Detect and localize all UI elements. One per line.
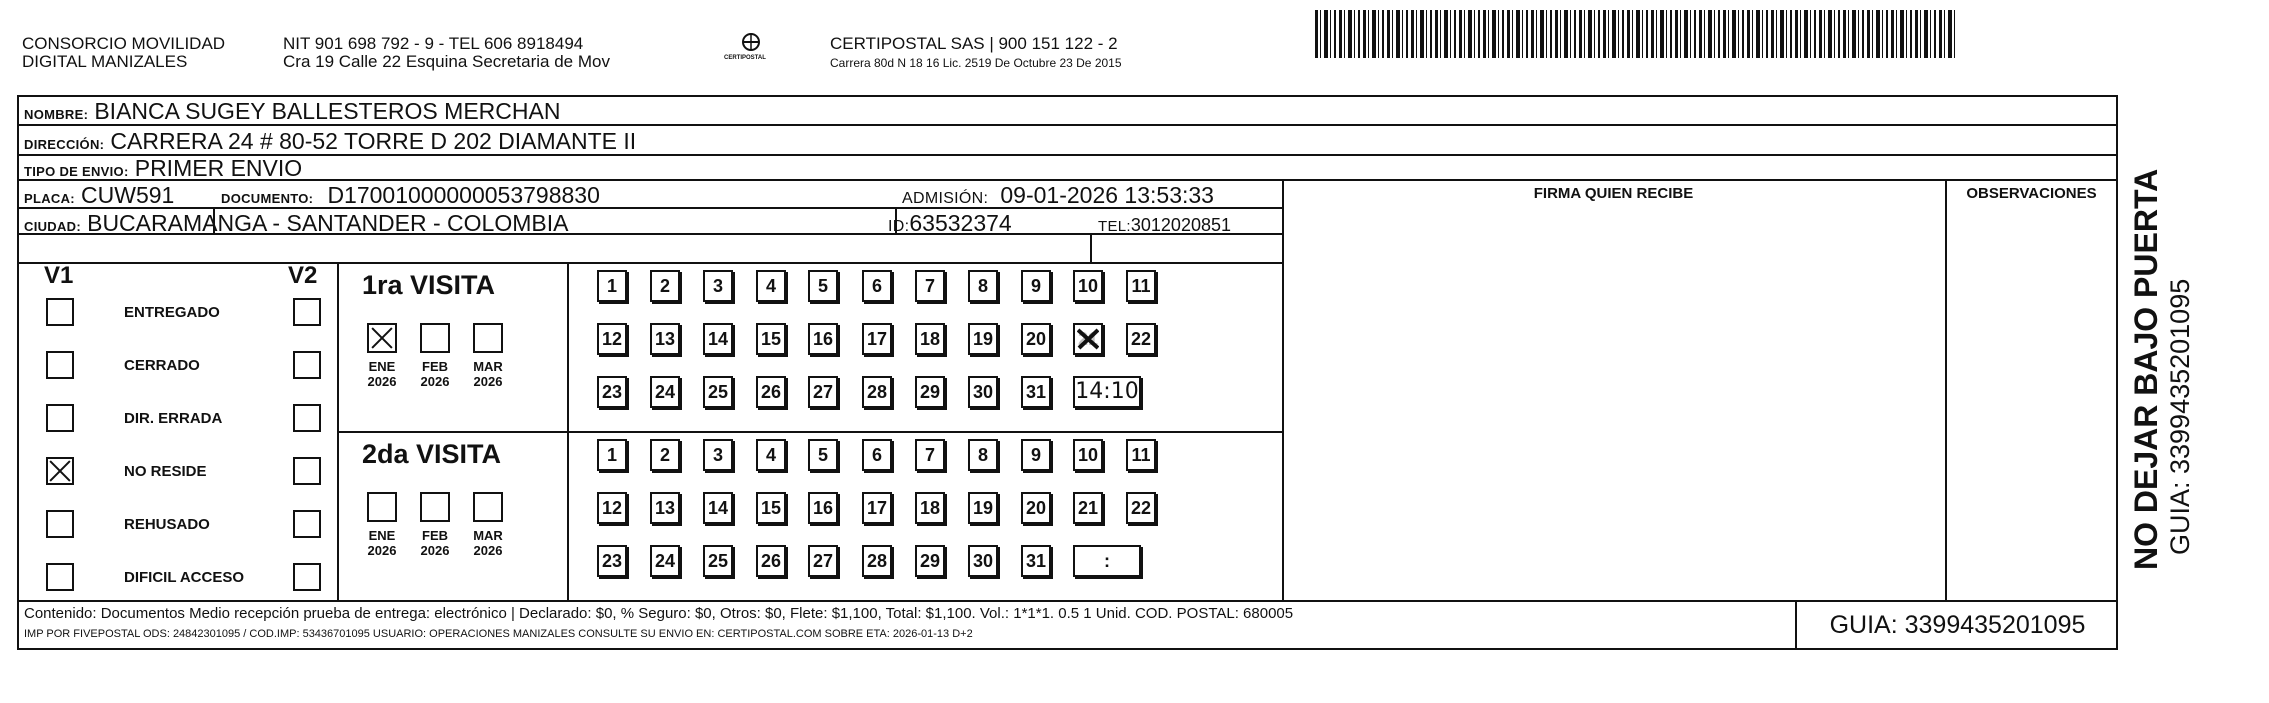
day-25-box[interactable]: 25 xyxy=(703,376,733,408)
status-v2-checkbox[interactable] xyxy=(293,457,321,485)
v2-header: V2 xyxy=(288,262,318,289)
day-12-box[interactable]: 12 xyxy=(597,492,627,524)
day-29-box[interactable]: 29 xyxy=(915,376,945,408)
barcode xyxy=(1315,10,1955,58)
time-box[interactable] xyxy=(1073,376,1141,408)
day-28-box[interactable]: 28 xyxy=(862,545,892,577)
day-15-box[interactable]: 15 xyxy=(756,492,786,524)
day-13-box[interactable]: 13 xyxy=(650,492,680,524)
month-checkbox-mar[interactable] xyxy=(473,323,503,353)
month-year: 2026 xyxy=(473,374,503,389)
admision-label: ADMISIÓN: xyxy=(902,190,989,207)
side-guia: GUIA: 3399435201095 xyxy=(2165,278,2195,555)
month-checkbox-feb[interactable] xyxy=(420,323,450,353)
month-name: MAR xyxy=(473,528,503,543)
day-29-box[interactable]: 29 xyxy=(915,545,945,577)
month-label xyxy=(357,359,407,389)
carrier-line2: Carrera 80d N 18 16 Lic. 2519 De Octubre 23 De 2015 xyxy=(830,56,1122,70)
day-27-box[interactable]: 27 xyxy=(808,376,838,408)
month-label xyxy=(463,359,513,389)
nombre-row xyxy=(24,98,560,128)
id-field xyxy=(888,210,1012,240)
status-v1-checkbox[interactable] xyxy=(46,351,74,379)
day-20-box[interactable]: 20 xyxy=(1021,323,1051,355)
month-year: 2026 xyxy=(367,374,397,389)
ciudad-label: CIUDAD: xyxy=(24,219,81,234)
day-6-box[interactable]: 6 xyxy=(862,270,892,302)
day-7-box[interactable]: 7 xyxy=(915,270,945,302)
month-label xyxy=(357,528,407,558)
day-2-box[interactable]: 2 xyxy=(650,270,680,302)
direccion-value: CARRERA 24 # 80-52 TORRE D 202 DIAMANTE II xyxy=(110,128,637,154)
month-name: ENE xyxy=(368,528,396,543)
month-label xyxy=(410,528,460,558)
day-22-box[interactable]: 22 xyxy=(1126,323,1156,355)
status-v2-checkbox[interactable] xyxy=(293,510,321,538)
month-year: 2026 xyxy=(420,374,450,389)
admision-value: 09-01-2026 13:53:33 xyxy=(1000,182,1214,208)
day-24-box[interactable]: 24 xyxy=(650,545,680,577)
month-year: 2026 xyxy=(420,543,450,558)
visit2-title: 2da VISITA xyxy=(362,439,502,469)
day-8-box[interactable]: 8 xyxy=(968,270,998,302)
month-checkbox-ene[interactable] xyxy=(367,492,397,522)
logo-text: CERTIPOSTAL xyxy=(724,55,766,61)
time-placeholder: : xyxy=(1104,551,1110,571)
status-v1-checkbox[interactable] xyxy=(46,404,74,432)
tel-label: TEL: xyxy=(1098,218,1131,235)
month-label xyxy=(463,528,513,558)
status-v2-checkbox[interactable] xyxy=(293,404,321,432)
day-4-box[interactable]: 4 xyxy=(756,270,786,302)
day-9-box[interactable]: 9 xyxy=(1021,439,1051,471)
ciudad-value: BUCARAMANGA - SANTANDER - COLOMBIA xyxy=(87,210,569,236)
id-value: 63532374 xyxy=(909,210,1012,236)
footer-content-line: Contenido: Documentos Medio recepción prueba de entrega: electrónico | Declarado: $0, % Seguro: $0, Otros: $0, Flete: $1,100, Total: $1,100. Vol.: 1*1*1. 0.5 1 Unid. COD. POSTAL: 680005 xyxy=(24,605,1294,622)
status-v1-checkbox[interactable] xyxy=(46,563,74,591)
status-v1-checkbox[interactable] xyxy=(46,510,74,538)
visit1-title: 1ra VISITA xyxy=(362,270,496,300)
day-17-box[interactable]: 17 xyxy=(862,492,892,524)
day-22-box[interactable]: 22 xyxy=(1126,492,1156,524)
day-20-box[interactable]: 20 xyxy=(1021,492,1051,524)
month-name: FEB xyxy=(422,359,448,374)
placa-label: PLACA: xyxy=(24,191,75,206)
day-2-box[interactable]: 2 xyxy=(650,439,680,471)
day-14-box[interactable]: 14 xyxy=(703,492,733,524)
tipo-envio-row xyxy=(24,155,302,185)
day-23-box[interactable]: 23 xyxy=(597,545,627,577)
status-v2-checkbox[interactable] xyxy=(293,563,321,591)
day-5-box[interactable]: 5 xyxy=(808,439,838,471)
tel-value: 3012020851 xyxy=(1130,215,1231,235)
day-21-box[interactable]: 21 xyxy=(1073,492,1103,524)
nit-line: NIT 901 698 792 - 9 - TEL 606 8918494 xyxy=(283,34,584,53)
day-17-box[interactable]: 17 xyxy=(862,323,892,355)
direccion-row xyxy=(24,128,636,158)
certipostal-logo-icon xyxy=(724,30,772,70)
status-label: CERRADO xyxy=(124,357,200,374)
status-label: NO RESIDE xyxy=(124,463,207,480)
day-26-box[interactable]: 26 xyxy=(756,545,786,577)
status-v2-checkbox[interactable] xyxy=(293,298,321,326)
day-30-box[interactable]: 30 xyxy=(968,376,998,408)
footer-guia: GUIA: 3399435201095 xyxy=(1829,611,2086,639)
month-checkbox-feb[interactable] xyxy=(420,492,450,522)
month-label xyxy=(410,359,460,389)
day-15-box[interactable]: 15 xyxy=(756,323,786,355)
day-18-box[interactable]: 18 xyxy=(915,492,945,524)
time-handwritten: 14:10 xyxy=(1075,379,1139,404)
day-1-box[interactable]: 1 xyxy=(597,439,627,471)
day-11-box[interactable]: 11 xyxy=(1126,270,1156,302)
month-name: FEB xyxy=(422,528,448,543)
status-label: DIR. ERRADA xyxy=(124,410,223,427)
day-16-box[interactable]: 16 xyxy=(808,323,838,355)
month-name: ENE xyxy=(368,359,396,374)
month-year: 2026 xyxy=(473,543,503,558)
observaciones-label: OBSERVACIONES xyxy=(1966,185,2097,202)
tel-field xyxy=(1098,211,1231,240)
day-31-box[interactable]: 31 xyxy=(1021,376,1051,408)
time-box[interactable] xyxy=(1073,545,1141,577)
day-21-box[interactable]: 21 xyxy=(1073,323,1103,355)
day-19-box[interactable]: 19 xyxy=(968,492,998,524)
day-10-box[interactable]: 10 xyxy=(1073,439,1103,471)
admision-field xyxy=(902,182,1214,212)
direccion-label: DIRECCIÓN: xyxy=(24,137,105,152)
day-19-box[interactable]: 19 xyxy=(968,323,998,355)
nombre-label: NOMBRE: xyxy=(24,107,89,122)
id-label: ID: xyxy=(888,218,910,235)
day-9-box[interactable]: 9 xyxy=(1021,270,1051,302)
month-year: 2026 xyxy=(367,543,397,558)
day-18-box[interactable]: 18 xyxy=(915,323,945,355)
side-warning: NO DEJAR BAJO PUERTA xyxy=(2128,168,2164,570)
day-6-box[interactable]: 6 xyxy=(862,439,892,471)
address-line: Cra 19 Calle 22 Esquina Secretaria de Mov xyxy=(283,52,610,71)
day-27-box[interactable]: 27 xyxy=(808,545,838,577)
status-v1-checkbox[interactable] xyxy=(46,298,74,326)
company-name-line2: DIGITAL MANIZALES xyxy=(22,52,188,71)
status-label: DIFICIL ACCESO xyxy=(124,569,245,586)
status-v2-checkbox[interactable] xyxy=(293,351,321,379)
day-28-box[interactable]: 28 xyxy=(862,376,892,408)
day-5-box[interactable]: 5 xyxy=(808,270,838,302)
tipo-envio-label: TIPO DE ENVIO: xyxy=(24,164,129,179)
day-4-box[interactable]: 4 xyxy=(756,439,786,471)
day-13-box[interactable]: 13 xyxy=(650,323,680,355)
day-11-box[interactable]: 11 xyxy=(1126,439,1156,471)
documento-value: D17001000000053798830 xyxy=(327,182,600,208)
month-checkbox-ene[interactable] xyxy=(367,323,397,353)
day-3-box[interactable]: 3 xyxy=(703,270,733,302)
day-1-box[interactable]: 1 xyxy=(597,270,627,302)
documento-label: DOCUMENTO: xyxy=(221,191,314,206)
day-25-box[interactable]: 25 xyxy=(703,545,733,577)
day-30-box[interactable]: 30 xyxy=(968,545,998,577)
day-26-box[interactable]: 26 xyxy=(756,376,786,408)
day-23-box[interactable]: 23 xyxy=(597,376,627,408)
day-16-box[interactable]: 16 xyxy=(808,492,838,524)
tipo-envio-value: PRIMER ENVIO xyxy=(134,155,303,181)
status-label: ENTREGADO xyxy=(124,304,220,321)
month-name: MAR xyxy=(473,359,503,374)
day-24-box[interactable]: 24 xyxy=(650,376,680,408)
day-8-box[interactable]: 8 xyxy=(968,439,998,471)
day-12-box[interactable]: 12 xyxy=(597,323,627,355)
day-7-box[interactable]: 7 xyxy=(915,439,945,471)
company-name-line1: CONSORCIO MOVILIDAD xyxy=(22,34,226,53)
footer-print-line: IMP POR FIVEPOSTAL ODS: 24842301095 / COD.IMP: 53436701095 USUARIO: OPERACIONES MANIZALES CONSULTE SU ENVIO EN: CERTIPOSTAL.COM SOBRE ETA: 2026-01-13 D+2 xyxy=(24,628,973,640)
day-3-box[interactable]: 3 xyxy=(703,439,733,471)
firma-label: FIRMA QUIEN RECIBE xyxy=(1533,185,1694,202)
status-v1-checkbox[interactable] xyxy=(46,457,74,485)
month-checkbox-mar[interactable] xyxy=(473,492,503,522)
day-31-box[interactable]: 31 xyxy=(1021,545,1051,577)
day-14-box[interactable]: 14 xyxy=(703,323,733,355)
v1-header: V1 xyxy=(44,262,74,289)
documento-field xyxy=(221,182,600,212)
carrier-line1: CERTIPOSTAL SAS | 900 151 122 - 2 xyxy=(830,34,1118,53)
placa-field xyxy=(24,182,174,212)
status-label: REHUSADO xyxy=(124,516,210,533)
placa-value: CUW591 xyxy=(81,182,175,208)
nombre-value: BIANCA SUGEY BALLESTEROS MERCHAN xyxy=(94,98,561,124)
day-10-box[interactable]: 10 xyxy=(1073,270,1103,302)
ciudad-field xyxy=(24,210,568,240)
